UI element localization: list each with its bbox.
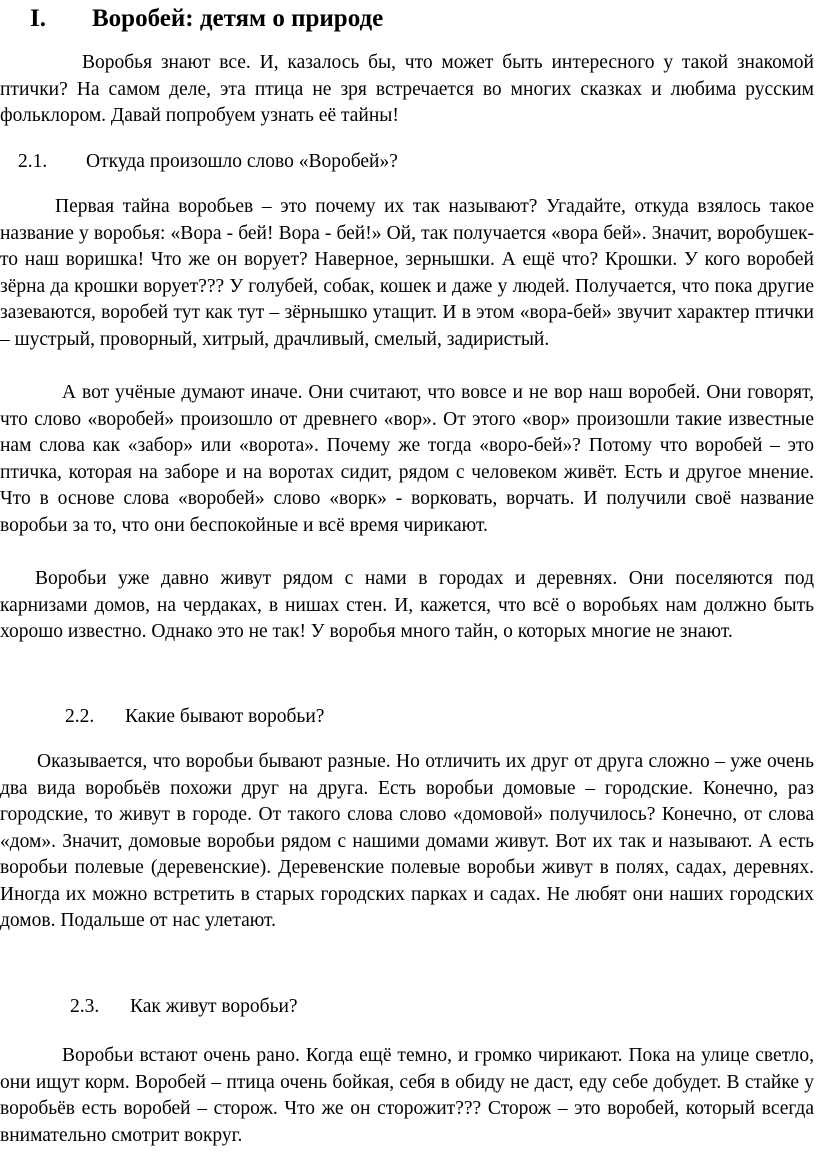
paragraph-text: Воробьи встают очень рано. Когда ещё темно, и громко чирикают. Пока на улице светло, они ищут корм. Воробей – птица очень бойкая, себя в обиду не даст, еду себе добудет. В стайке у воробьёв есть воробей – сторож. Что же он сторожит??? Сторож – это воробей, который всегда внимательно смотрит вокруг.: [0, 1045, 814, 1146]
intro-text: Воробья знают все. И, казалось бы, что может быть интересного у такой знакомой птички? На самом деле, эта птица не зря встречается во многих сказках и любима русским фольклором. Давай попробуем узнать её тайны!: [0, 52, 814, 126]
section-number: 2.1.: [18, 151, 48, 172]
paragraph: [0, 749, 814, 935]
paragraph-text: Первая тайна воробьев – это почему их так называют? Угадайте, откуда взялось такое название у воробья: «Вора - бей! Вора - бей!» Ой, так получается «вора бей». Значит, воробушек-то наш воришка! Что же он ворует? Наверное, зернышки. А ещё что? Крошки. У кого воробей зёрна да крошки ворует??? У голубей, собак, кошек и даже у людей. Получается, что пока другие зазеваются, воробей тут как тут – зёрнышко утащит. И в этом «вора-бей» звучит характер птички – шустрый, проворный, хитрый, драчливый, смелый, задиристый.: [0, 196, 814, 350]
section-title: Откуда произошло слово «Воробей»?: [86, 151, 398, 172]
paragraph-text: Воробьи уже давно живут рядом с нами в городах и деревнях. Они поселяются под карнизами домов, на чердаках, в нишах стен. И, кажется, что всё о воробьях нам должно быть хорошо известно. Однако это не так! У воробья много тайн, о которых многие не знают.: [0, 568, 814, 642]
section-number: 2.2.: [65, 706, 95, 727]
intro-paragraph: [0, 50, 814, 130]
heading-title: Воробей: детям о природе: [92, 5, 384, 32]
page-title: [30, 4, 383, 34]
paragraph: [0, 566, 814, 646]
section-heading-2-3: [70, 994, 298, 1020]
section-heading-2-1: [18, 149, 398, 175]
paragraph: [0, 1043, 814, 1149]
section-title: Как живут воробьи?: [130, 996, 298, 1017]
paragraph-text: Оказывается, что воробьи бывают разные. Но отличить их друг от друга сложно – уже очень два вида воробьёв похожи друг на друга. Есть воробьи домовые – городские. Конечно, раз городские, то живут в городе. От такого слова слово «домовой» получилось? Конечно, от слова «дом». Значит, домовые воробьи рядом с нашими домами живут. Вот их так и называют. А есть воробьи полевые (деревенские). Деревенские полевые воробьи живут в полях, садах, деревнях. Иногда их можно встретить в старых городских парках и садах. Не любят они наших городских домов. Подальше от нас улетают.: [0, 751, 814, 931]
paragraph: [0, 380, 814, 539]
section-heading-2-2: [65, 704, 324, 730]
heading-number: I.: [30, 5, 46, 32]
paragraph-text: А вот учёные думают иначе. Они считают, что вовсе и не вор наш воробей. Они говорят, что слово «воробей» произошло от древнего «вор». От этого «вор» произошли такие известные нам слова как «забор» или «ворота». Почему же тогда «воро-бей»? Потому что воробей – это птичка, которая на заборе и на воротах сидит, рядом с человеком живёт. Есть и другое мнение. Что в основе слова «воробей» слово «ворк» - ворковать, ворчать. И получили своё название воробьи за то, что они беспокойные и всё время чирикают.: [0, 382, 814, 536]
section-title: Какие бывают воробьи?: [125, 706, 325, 727]
paragraph: [0, 194, 814, 353]
section-number: 2.3.: [70, 996, 100, 1017]
